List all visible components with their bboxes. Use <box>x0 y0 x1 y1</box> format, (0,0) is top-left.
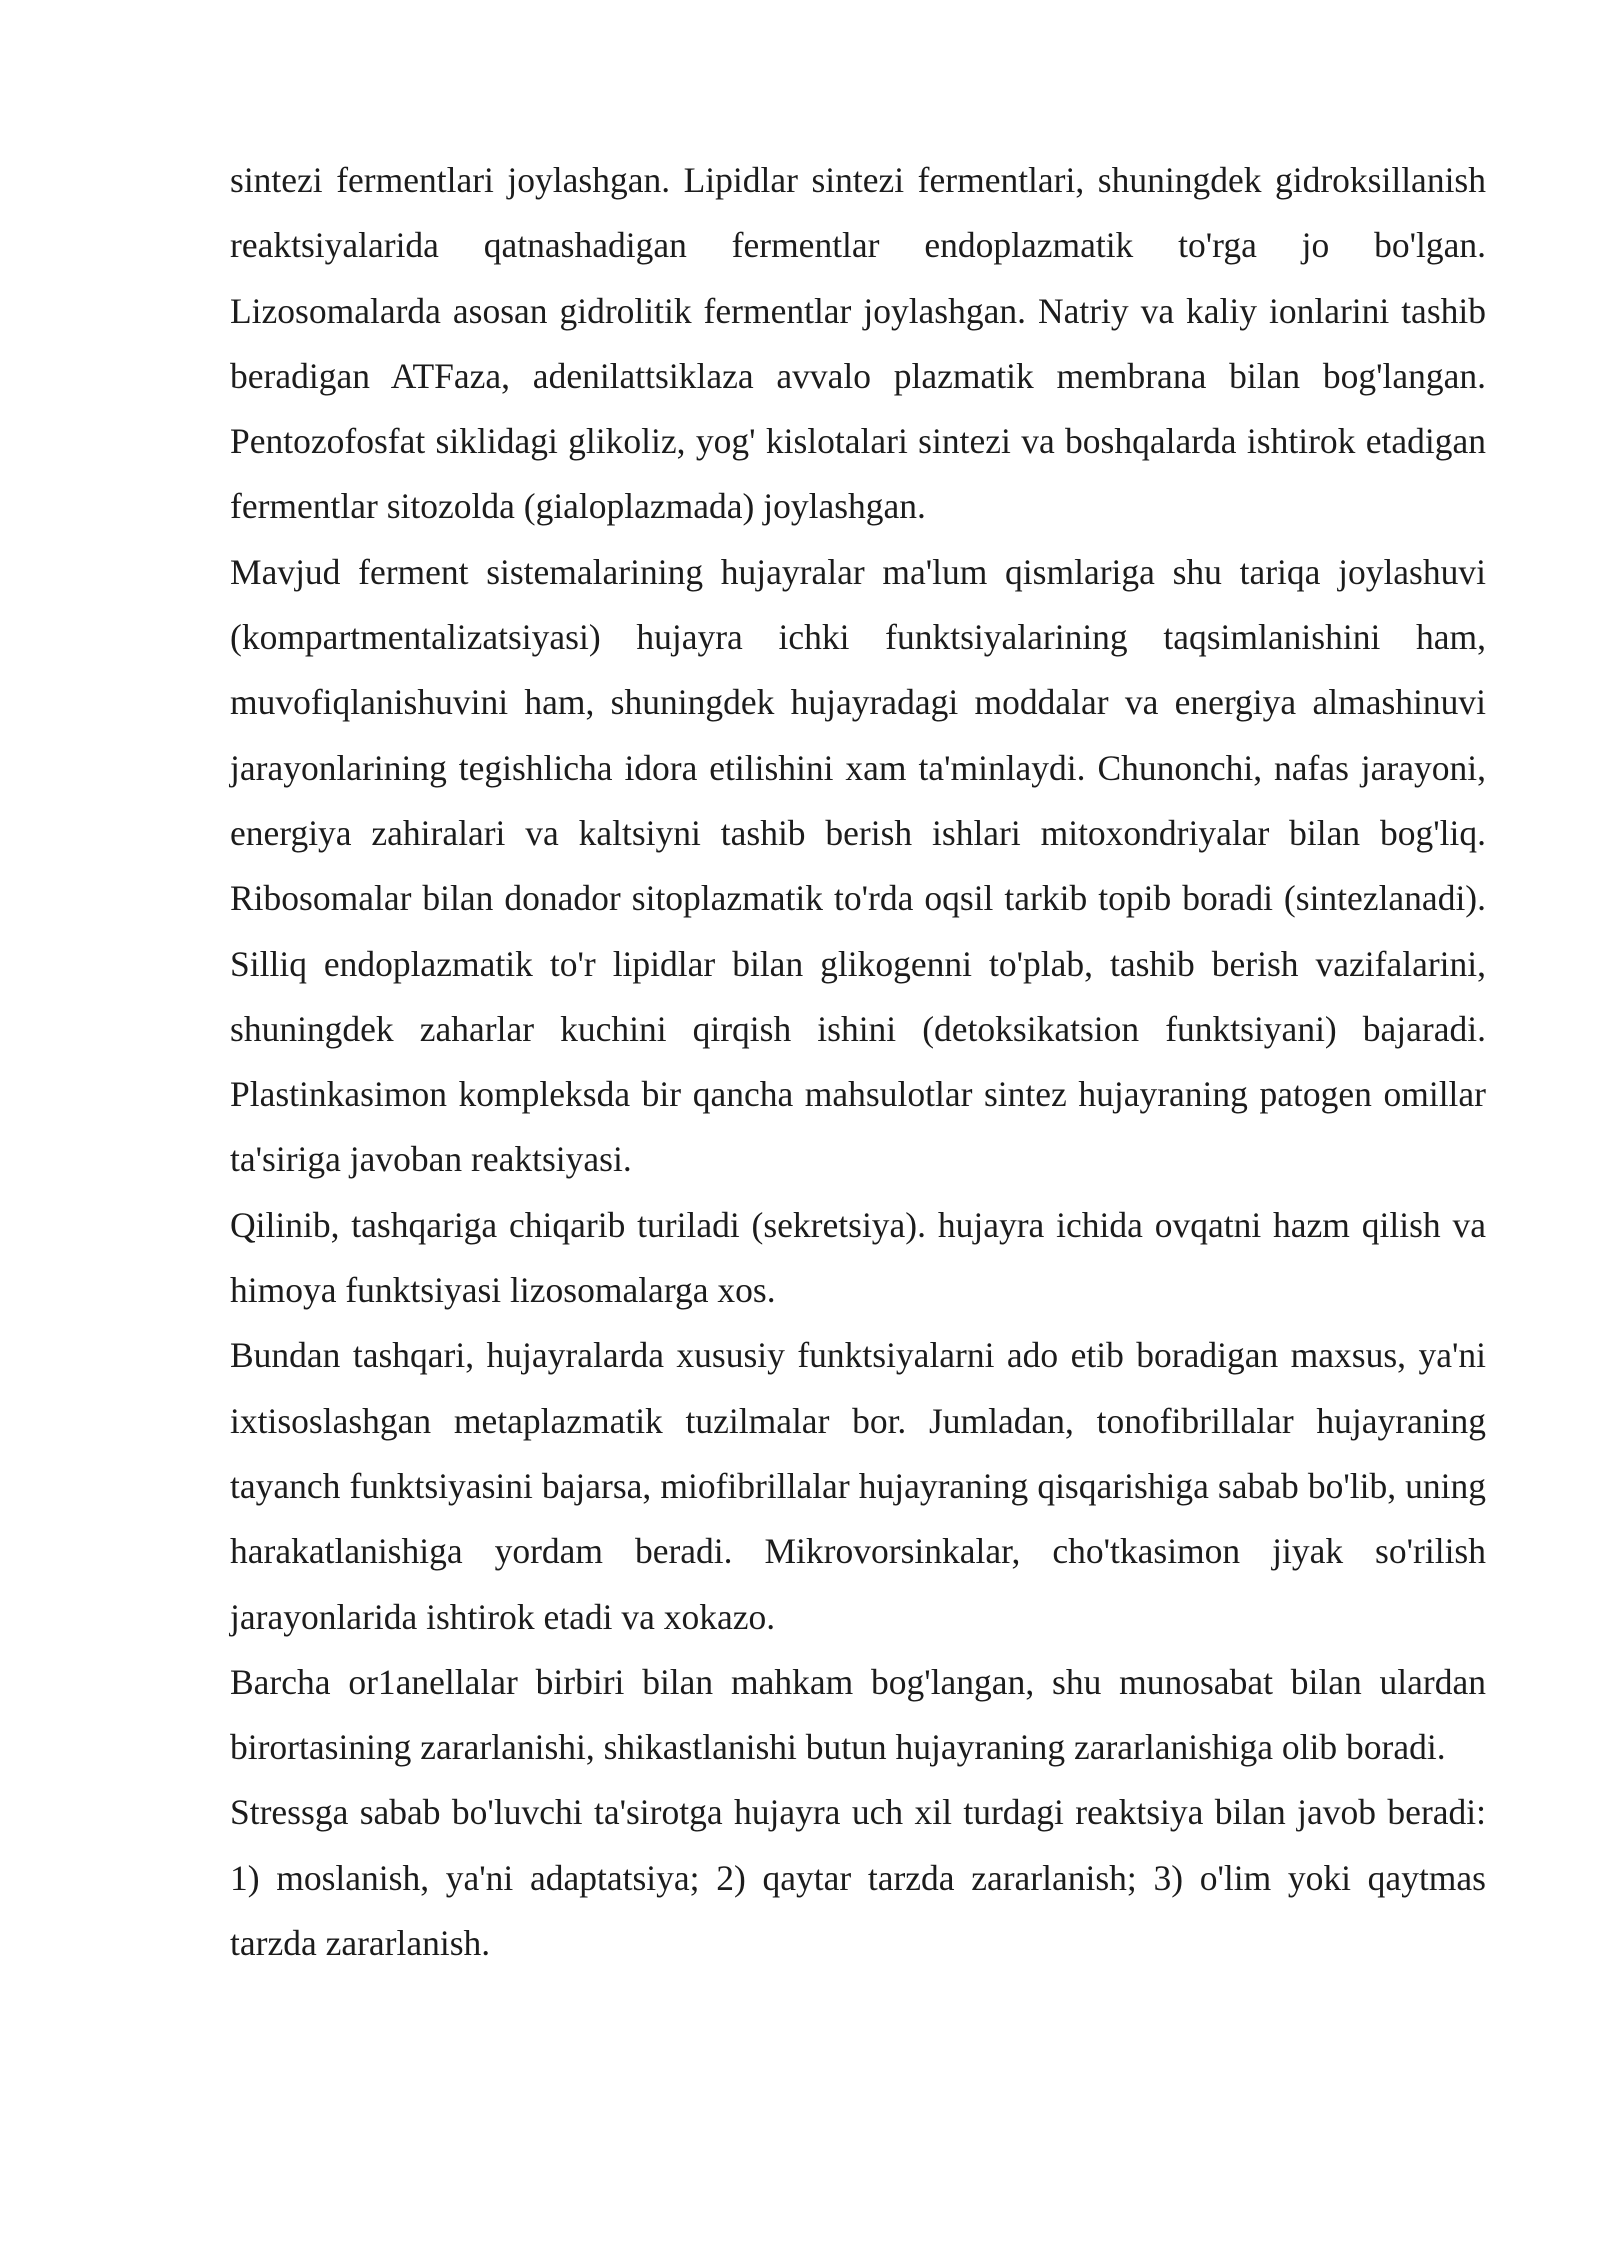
paragraph-6: Stressga sabab bo'luvchi ta'sirotga hujayra uch xil turdagi reaktsiya bilan javob beradi: 1) moslanish, ya'ni adaptatsiya; 2) qaytar tarzda zararlanish; 3) o'lim yoki qaytmas tarzda zararlanish. <box>230 1792 1486 1964</box>
paragraph-4: Bundan tashqari, hujayralarda xususiy funktsiyalarni ado etib boradigan maxsus, ya'ni ixtisoslashgan metaplazmatik tuzilmalar bor. Jumladan, tonofibrillalar hujayraning tayanch funktsiyasini bajarsa, miofibrillalar hujayraning qisqarishiga sabab bo'lib, uning harakatlanishiga yordam beradi. Mikrovorsinkalar, cho'tkasimon jiyak so'rilish jarayonlarida ishtirok etadi va xokazo. <box>230 1335 1486 1637</box>
document-body <box>230 148 1486 1976</box>
paragraph-5: Barcha or1anellalar birbiri bilan mahkam bog'langan, shu munosabat bilan ulardan birortasining zararlanishi, shikastlanishi butun hujayraning zararlanishiga olib boradi. <box>230 1661 1486 1768</box>
paragraph-1: sintezi fermentlari joylashgan. Lipidlar sintezi fermentlari, shuningdek gidroksillanish reaktsiyalarida qatnashadigan fermentlar endoplazmatik to'rga jo bo'lgan. Lizosomalarda asosan gidrolitik fermentlar joylashgan. Natriy va kaliy ionlarini tashib beradigan ATFaza, adenilattsiklaza avvalo plazmatik membrana bilan bog'langan. Pentozofosfat siklidagi glikoliz, yog' kislotalari sintezi va boshqalarda ishtirok etadigan fermentlar sitozolda (gialoplazmada) joylashgan. <box>230 160 1486 527</box>
paragraph-2: Mavjud ferment sistemalarining hujayralar ma'lum qismlariga shu tariqa joylashuvi (kompartmentalizatsiyasi) hujayra ichki funktsiyalarining taqsimlanishini ham, muvofiqlanishuvini ham, shuningdek hujayradagi moddalar va energiya almashinuvi jarayonlarining tegishlicha idora etilishini xam ta'minlaydi. Chunonchi, nafas jarayoni, energiya zahiralari va kaltsiyni tashib berish ishlari mitoxondriyalar bilan bog'liq. Ribosomalar bilan donador sitoplazmatik to'rda oqsil tarkib topib boradi (sintezlanadi). Silliq endoplazmatik to'r lipidlar bilan glikogenni to'plab, tashib berish vazifalarini, shuningdek zaharlar kuchini qirqish ishini (detoksikatsion funktsiyani) bajaradi. Plastinkasimon kompleksda bir qancha mahsulotlar sintez hujayraning patogen omillar ta'siriga javoban reaktsiyasi. <box>230 551 1486 1180</box>
paragraph-3: Qilinib, tashqariga chiqarib turiladi (sekretsiya). hujayra ichida ovqatni hazm qilish va himoya funktsiyasi lizosomalarga xos. <box>230 1204 1486 1311</box>
